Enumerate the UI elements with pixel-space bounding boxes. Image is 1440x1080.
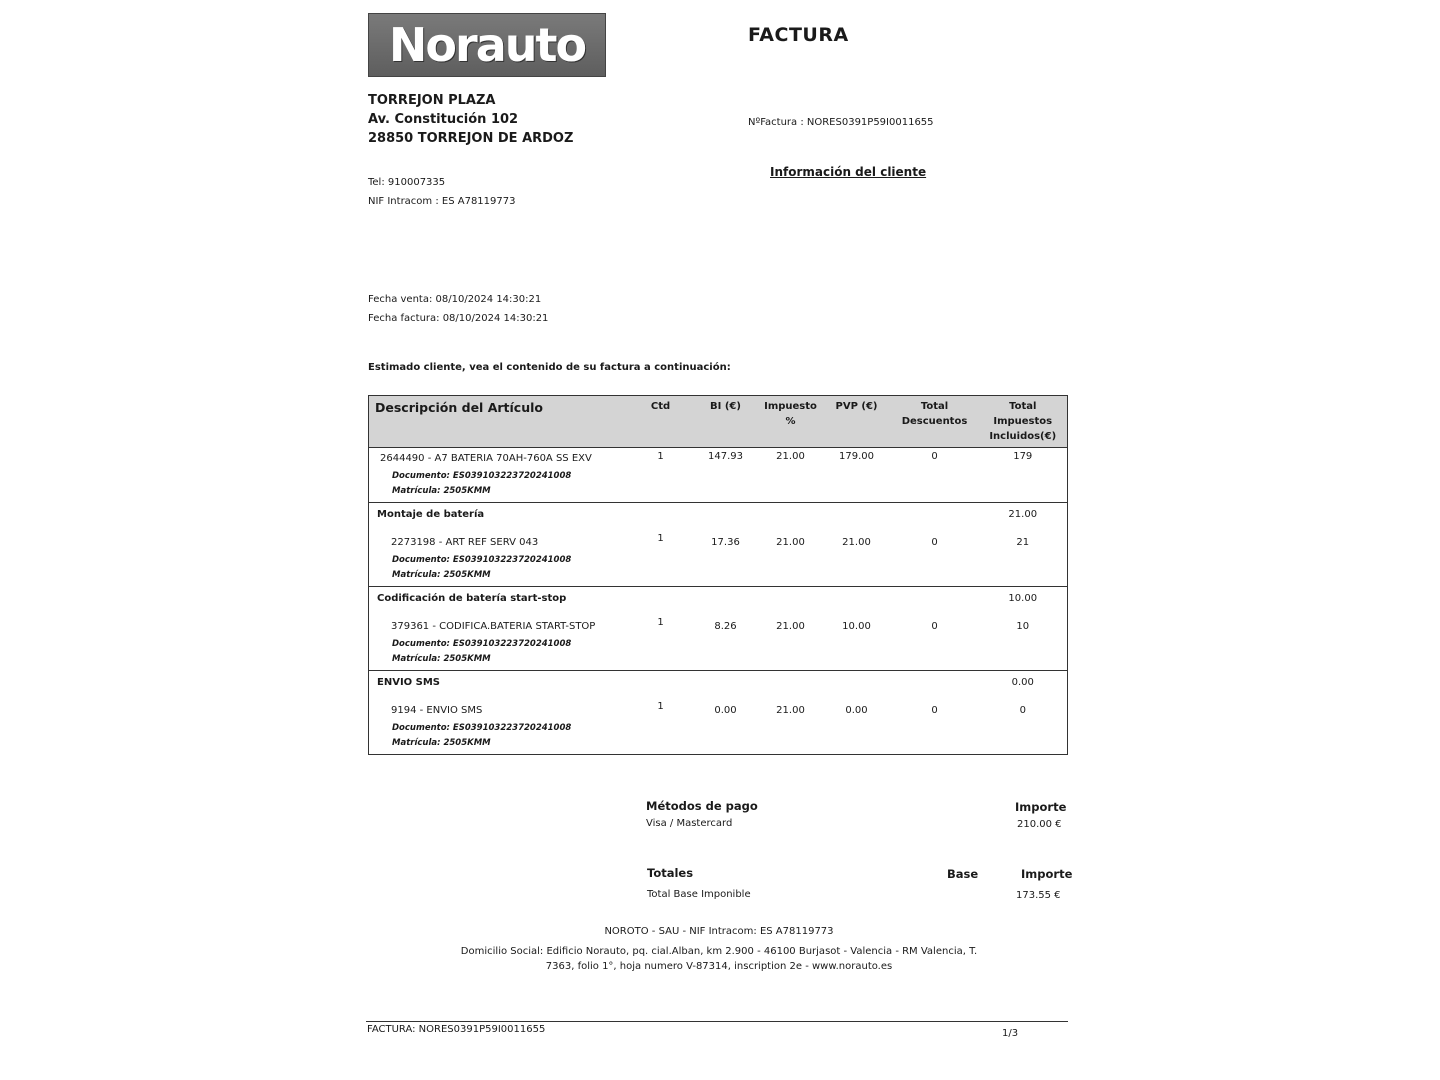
header-descripcion: Descripción del Artículo <box>369 396 629 448</box>
group-name: Montaje de batería <box>369 503 979 530</box>
table-row-meta <box>369 632 1068 652</box>
table-row <box>369 529 1068 548</box>
cell-impuesto: 21.00 <box>776 705 805 716</box>
page-number: 1/3 <box>1002 1028 1019 1039</box>
table-row-meta <box>369 736 1068 755</box>
cell-descuentos: 0 <box>931 451 938 462</box>
cell-bi: 147.93 <box>708 451 743 462</box>
invoice-intro: Estimado cliente, vea el contenido de su factura a continuación: <box>368 362 731 373</box>
cell-impuesto: 21.00 <box>776 537 805 548</box>
cell-total: 0 <box>1019 705 1026 716</box>
documento-ref: Documento: ES0391032237202410​08 <box>392 471 572 481</box>
logo-text: Norauto <box>388 18 586 72</box>
table-row-meta <box>369 484 1068 503</box>
store-tel: Tel: 910007335 <box>368 177 446 188</box>
matricula-ref: Matrícula: 2505KMM <box>392 654 491 664</box>
footer-invoice-ref: FACTURA: NORES0391P59I0011655 <box>367 1024 546 1035</box>
invoice-number: NºFactura : NORES0391P59I0011655 <box>748 117 934 128</box>
cell-bi: 8.26 <box>714 621 737 632</box>
payment-method: Visa / Mastercard <box>646 818 733 829</box>
cell-impuesto: 21.00 <box>776 451 805 462</box>
cell-pvp: 21.00 <box>842 537 871 548</box>
article-description: 2273198 - ART REF SERV 043 <box>391 537 539 548</box>
cell-ctd: 1 <box>657 701 664 712</box>
documento-ref: Documento: ES039103223720241008 <box>392 723 572 733</box>
cell-pvp: 10.00 <box>842 621 871 632</box>
matricula-ref: Matrícula: 2505KMM <box>392 738 491 748</box>
cell-ctd: 1 <box>657 617 664 628</box>
table-header-row <box>369 396 1068 448</box>
cell-total: 21 <box>1016 537 1030 548</box>
cell-bi: 17.36 <box>711 537 740 548</box>
footer-company: NOROTO - SAU - NIF Intracom: ES A78119773 <box>604 926 834 937</box>
header-total-impuestos: Total Impuestos Incluidos(€) <box>979 396 1068 448</box>
store-name: TORREJON PLAZA <box>368 93 496 108</box>
cell-descuentos: 0 <box>931 705 938 716</box>
items-table <box>368 395 1068 755</box>
matricula-ref: Matrícula: 2505KMM <box>392 486 491 496</box>
article-description: 379361 - CODIFICA.BATERIA START-STOP <box>391 621 596 632</box>
group-total: 0.00 <box>979 671 1068 698</box>
table-row <box>369 697 1068 716</box>
group-name: ENVIO SMS <box>369 671 979 698</box>
table-row-meta <box>369 464 1068 484</box>
table-row-meta <box>369 568 1068 587</box>
footer-domicilio-line2: 7363, folio 1°, hoja numero V-87314, inscription 2e - www.norauto.es <box>545 961 893 972</box>
total-base-imponible-label: Total Base Imponible <box>647 889 751 900</box>
matricula-ref: Matrícula: 2505KMM <box>392 570 491 580</box>
group-title-row <box>369 671 1068 698</box>
store-street: Av. Constitución 102 <box>368 112 519 127</box>
cell-bi: 0.00 <box>714 705 737 716</box>
group-total: 10.00 <box>979 587 1068 614</box>
total-base-imponible-amount: 173.55 € <box>1016 890 1061 901</box>
table-row-meta <box>369 548 1068 568</box>
totals-label: Totales <box>647 866 694 880</box>
payment-importe-label: Importe <box>1015 800 1067 814</box>
cell-impuesto: 21.00 <box>776 621 805 632</box>
cell-descuentos: 0 <box>931 621 938 632</box>
table-row <box>369 613 1068 632</box>
totals-importe-label: Importe <box>1021 867 1073 881</box>
fecha-factura: Fecha factura: 08/10/2024 14:30:21 <box>368 313 549 324</box>
cell-pvp: 0.00 <box>845 705 868 716</box>
totals-base-label: Base <box>947 867 979 881</box>
store-city: 28850 TORREJON DE ARDOZ <box>368 131 574 146</box>
norauto-logo <box>368 13 606 77</box>
fecha-venta: Fecha venta: 08/10/2024 14:30:21 <box>368 294 542 305</box>
footer-divider <box>366 1021 1068 1022</box>
group-title-row <box>369 503 1068 530</box>
store-nif: NIF Intracom : ES A78119773 <box>368 196 516 207</box>
header-bi: BI (€) <box>693 396 759 448</box>
group-title-row <box>369 587 1068 614</box>
header-total-descuentos: Total Descuentos <box>891 396 979 448</box>
document-title: FACTURA <box>748 24 849 46</box>
article-description: 2644490 - A7 BATERIA 70AH-760A SS EXV <box>380 453 592 464</box>
header-impuesto: Impuesto % <box>759 396 823 448</box>
group-total: 21.00 <box>979 503 1068 530</box>
cell-descuentos: 0 <box>931 537 938 548</box>
documento-ref: Documento: ES039103223720241008 <box>392 639 572 649</box>
header-ctd: Ctd <box>629 396 693 448</box>
group-name: Codificación de batería start-stop <box>369 587 979 614</box>
cell-ctd: 1 <box>657 533 664 544</box>
payment-methods-label: Métodos de pago <box>646 799 758 813</box>
table-row-meta <box>369 652 1068 671</box>
cell-total: 179 <box>1013 451 1033 462</box>
article-description: 9194 - ENVIO SMS <box>391 705 483 716</box>
table-row-meta <box>369 716 1068 736</box>
payment-amount: 210.00 € <box>1017 819 1062 830</box>
table-row <box>369 448 1068 465</box>
documento-ref: Documento: ES039103223720241008 <box>392 555 572 565</box>
cell-ctd: 1 <box>657 451 664 462</box>
client-info-title: Información del cliente <box>770 165 927 179</box>
cell-total: 10 <box>1016 621 1030 632</box>
footer-domicilio-line1: Domicilio Social: Edificio Norauto, pq. cial.Alban, km 2.900 - 46100 Burjasot - Valencia - RM Valencia, T. <box>460 946 978 957</box>
cell-pvp: 179.00 <box>839 451 874 462</box>
header-pvp: PVP (€) <box>823 396 891 448</box>
